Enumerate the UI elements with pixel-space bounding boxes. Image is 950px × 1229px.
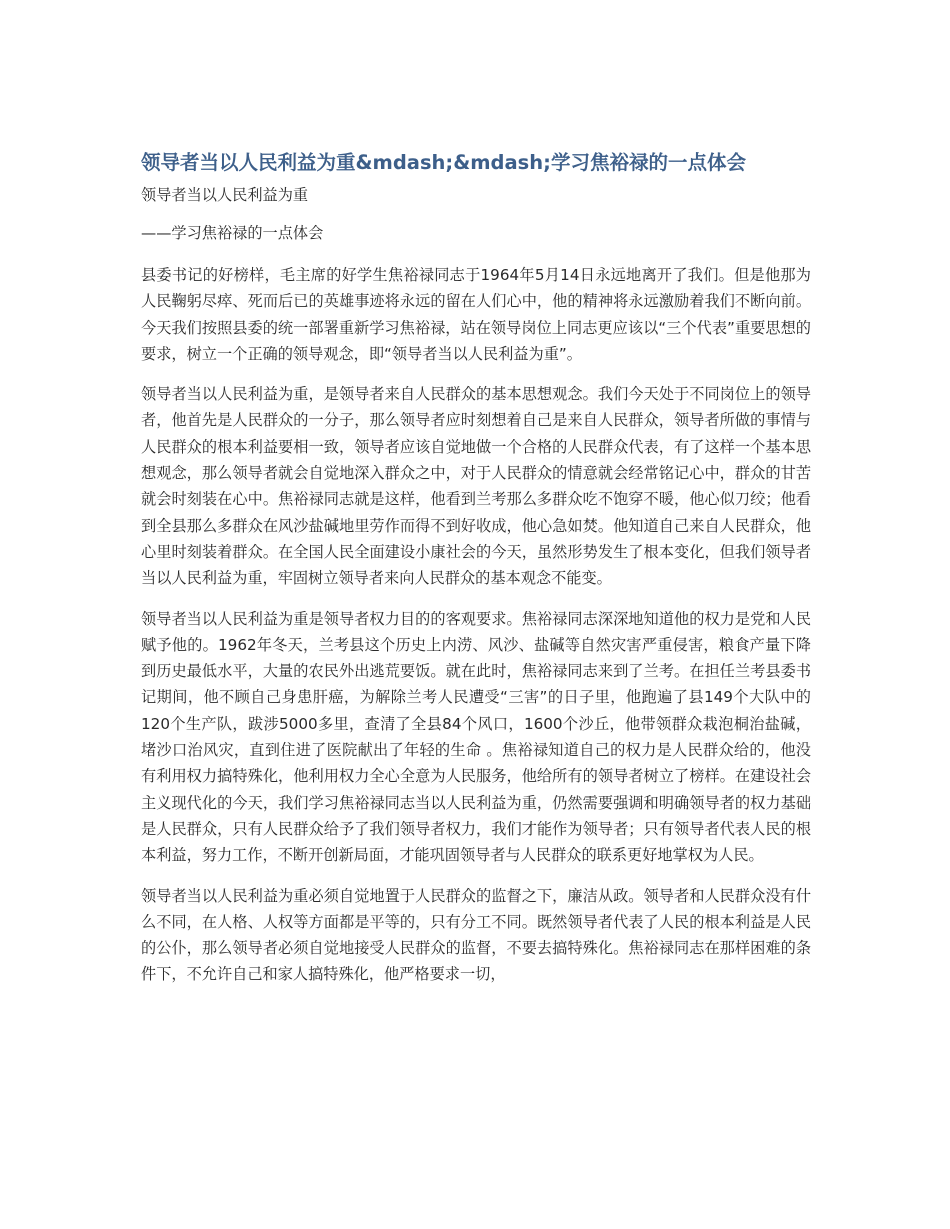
paragraph-3: 领导者当以人民利益为重是领导者权力目的的客观要求。焦裕禄同志深深地知道他的权力是党和人民赋予他的。1962年冬天，兰考县这个历史上内涝、风沙、盐碱等自然灾害严重侵害，粮食产量下降到历史最低水平，大量的农民外出逃荒要饭。就在此时，焦裕禄同志来到了兰考。在担任兰考县委书记期间，他不顾自己身患肝癌，为解除兰考人民遭受“三害”的日子里，他跑遍了县149个大队中的120个生产队，跋涉5000多里，查清了全县84个风口，1600个沙丘，他带领群众栽泡桐治盐碱，堵沙口治风灾，直到住进了医院献出了年轻的生命 。焦裕禄知道自己的权力是人民群众给的，他没有利用权力搞特殊化，他利用权力全心全意为人民服务，他给所有的领导者树立了榜样。在建设社会主义现代化的今天，我们学习焦裕禄同志当以人民利益为重，仍然需要强调和明确领导者的权力基础是人民群众，只有人民群众给予了我们领导者权力，我们才能作为领导者；只有领导者代表人民的根本利益，努力工作，不断开创新局面，才能巩固领导者与人民群众的联系更好地掌权为人民。 [141, 609, 811, 865]
document-subtitle-secondary: ——学习焦裕禄的一点体会 [141, 224, 324, 242]
paragraph-2: 领导者当以人民利益为重，是领导者来自人民群众的基本思想观念。我们今天处于不同岗位上的领导者，他首先是人民群众的一分子，那么领导者应时刻想着自己是来自人民群众，领导者所做的事情与人民群众的根本利益要相一致，领导者应该自觉地做一个合格的人民群众代表，有了这样一个基本思想观念，那么领导者就会自觉地深入群众之中，对于人民群众的情意就会经常铭记心中，群众的甘苦就会时刻装在心中。焦裕禄同志就是这样，他看到兰考那么多群众吃不饱穿不暖，他心似刀绞；他看到全县那么多群众在风沙盐碱地里劳作而得不到好收成，他心急如焚。他知道自己来自人民群众，他心里时刻装着群众。在全国人民全面建设小康社会的今天，虽然形势发生了根本变化，但我们领导者当以人民利益为重，牢固树立领导者来向人民群众的基本观念不能变。 [141, 385, 811, 588]
document-title: 领导者当以人民利益为重&mdash;&mdash;学习焦裕禄的一点体会 [141, 151, 746, 174]
paragraph-4: 领导者当以人民利益为重必须自觉地置于人民群众的监督之下，廉洁从政。领导者和人民群众没有什么不同，在人格、人权等方面都是平等的，只有分工不同。既然领导者代表了人民的根本利益是人民的公仆，那么领导者必须自觉地接受人民群众的监督，不要去搞特殊化。焦裕禄同志在那样困难的条件下，不允许自己和家人搞特殊化，他严格要求一切， [141, 886, 811, 984]
paragraph-1: 县委书记的好榜样，毛主席的好学生焦裕禄同志于1964年5月14日永远地离开了我们。但是他那为人民鞠躬尽瘁、死而后已的英雄事迹将永远的留在人们心中，他的精神将永远激励着我们不断向前。今天我们按照县委的统一部署重新学习焦裕禄，站在领导岗位上同志更应该以“三个代表”重要思想的要求，树立一个正确的领导观念，即“领导者当以人民利益为重”。 [141, 266, 811, 363]
document-subtitle: 领导者当以人民利益为重 [141, 186, 309, 204]
document-page [141, 148, 811, 988]
